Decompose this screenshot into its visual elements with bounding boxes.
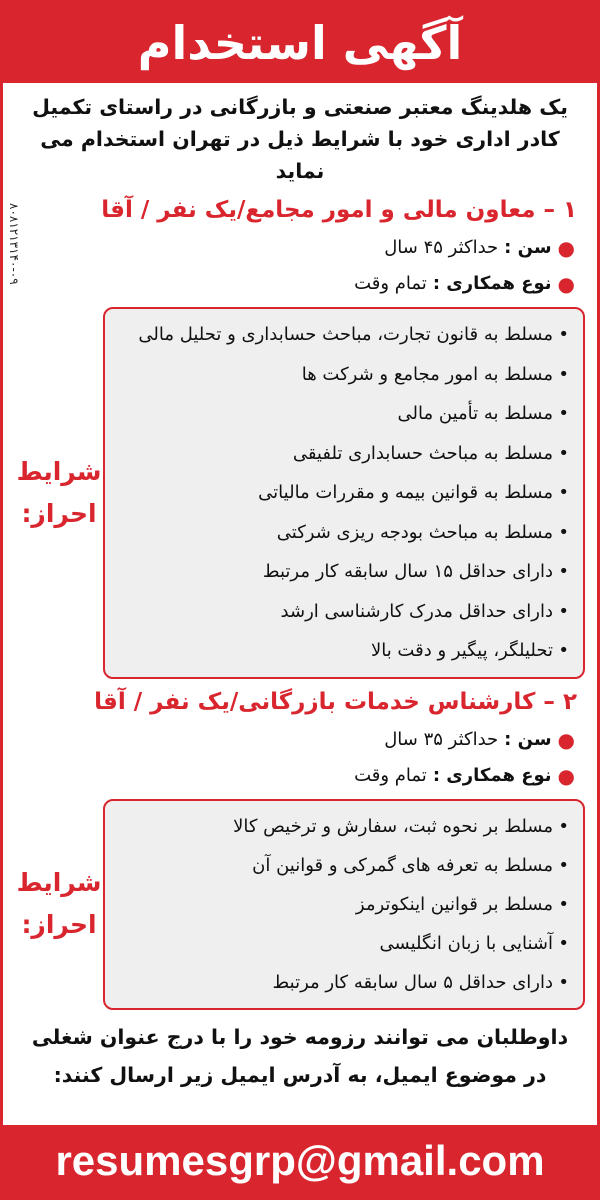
requirements-label-line-1: شرایط	[16, 868, 102, 897]
red-bullet-icon: ●	[557, 727, 575, 752]
intro-line-1: یک هلدینگ معتبر صنعتی و بازرگانی در راستای تکمیل	[32, 95, 568, 119]
requirements-row	[15, 799, 585, 1010]
type-label: نوع همکاری :	[432, 273, 552, 294]
type-line	[15, 269, 585, 299]
intro-text	[3, 83, 597, 187]
requirements-label	[15, 799, 103, 1010]
contact-email[interactable]: resumesgrp@gmail.com	[55, 1137, 545, 1184]
requirement-item: • مسلط به قوانین بیمه و مقررات مالیاتی	[111, 473, 573, 513]
age-line	[15, 233, 585, 263]
age-line	[15, 725, 585, 755]
closing-line-1: داوطلبان می توانند رزومه خود را با درج عنوان شغلی	[31, 1024, 569, 1049]
red-bullet-icon: ●	[557, 763, 575, 788]
requirements-list	[111, 807, 573, 1002]
requirement-item: • دارای حداقل ۵ سال سابقه کار مرتبط	[111, 963, 573, 1002]
intro-line-2: کادر اداری خود با شرایط ذیل در تهران استخدام می نماید	[40, 127, 560, 183]
requirement-item: • مسلط به تعرفه های گمرکی و قوانین آن	[111, 846, 573, 885]
position-2	[3, 679, 597, 1010]
requirements-box	[103, 799, 585, 1010]
requirements-box	[103, 307, 585, 679]
requirements-label-line-1: شرایط	[16, 456, 102, 486]
requirements-row	[15, 307, 585, 679]
requirement-item: • مسلط بر نحوه ثبت، سفارش و ترخیص کالا	[111, 807, 573, 846]
position-title: ۲ – کارشناس خدمات بازرگانی/یک نفر / آقا	[94, 688, 577, 715]
type-value: تمام وقت	[354, 764, 427, 786]
position-1	[3, 187, 597, 679]
side-code: ۸۰۸۱۲۱۳۱۴۰-۰۹	[7, 203, 21, 285]
age-label: سن :	[504, 728, 552, 750]
requirement-item: • دارای حداقل مدرک کارشناسی ارشد	[111, 592, 573, 632]
ad-title: آگهی استخدام	[137, 16, 463, 70]
type-line	[15, 761, 585, 791]
ad-header	[3, 3, 597, 83]
requirement-item: • مسلط به تأمین مالی	[111, 394, 573, 434]
email-footer	[3, 1125, 597, 1197]
requirement-item: • مسلط به مباحث حسابداری تلفیقی	[111, 434, 573, 474]
type-value: تمام وقت	[354, 273, 427, 294]
requirements-label-line-2: احراز:	[21, 910, 97, 939]
red-bullet-icon: ●	[557, 236, 575, 260]
requirement-item: • مسلط بر قوانین اینکوترمز	[111, 885, 573, 924]
requirement-item: • مسلط به امور مجامع و شرکت ها	[111, 355, 573, 395]
requirement-item: • آشنایی با زبان انگلیسی	[111, 924, 573, 963]
requirement-item: • تحلیلگر، پیگیر و دقت بالا	[111, 631, 573, 671]
requirements-label	[15, 307, 103, 679]
requirements-label-line-2: احراز:	[21, 498, 97, 528]
requirement-item: • دارای حداقل ۱۵ سال سابقه کار مرتبط	[111, 552, 573, 592]
age-value: حداکثر ۴۵ سال	[384, 237, 499, 258]
age-value: حداکثر ۳۵ سال	[384, 728, 499, 750]
closing-line-2: در موضوع ایمیل، به آدرس ایمیل زیر ارسال کنند:	[53, 1062, 547, 1087]
red-bullet-icon: ●	[557, 272, 575, 296]
requirement-item: • مسلط به قانون تجارت، مباحث حسابداری و تحلیل مالی	[111, 315, 573, 355]
type-label: نوع همکاری :	[432, 764, 552, 786]
position-title: ۱ – معاون مالی و امور مجامع/یک نفر / آقا	[101, 197, 577, 223]
requirement-item: • مسلط به مباحث بودجه ریزی شرکتی	[111, 513, 573, 553]
age-label: سن :	[504, 237, 552, 258]
requirements-list	[111, 315, 573, 671]
closing-text	[3, 1010, 597, 1094]
